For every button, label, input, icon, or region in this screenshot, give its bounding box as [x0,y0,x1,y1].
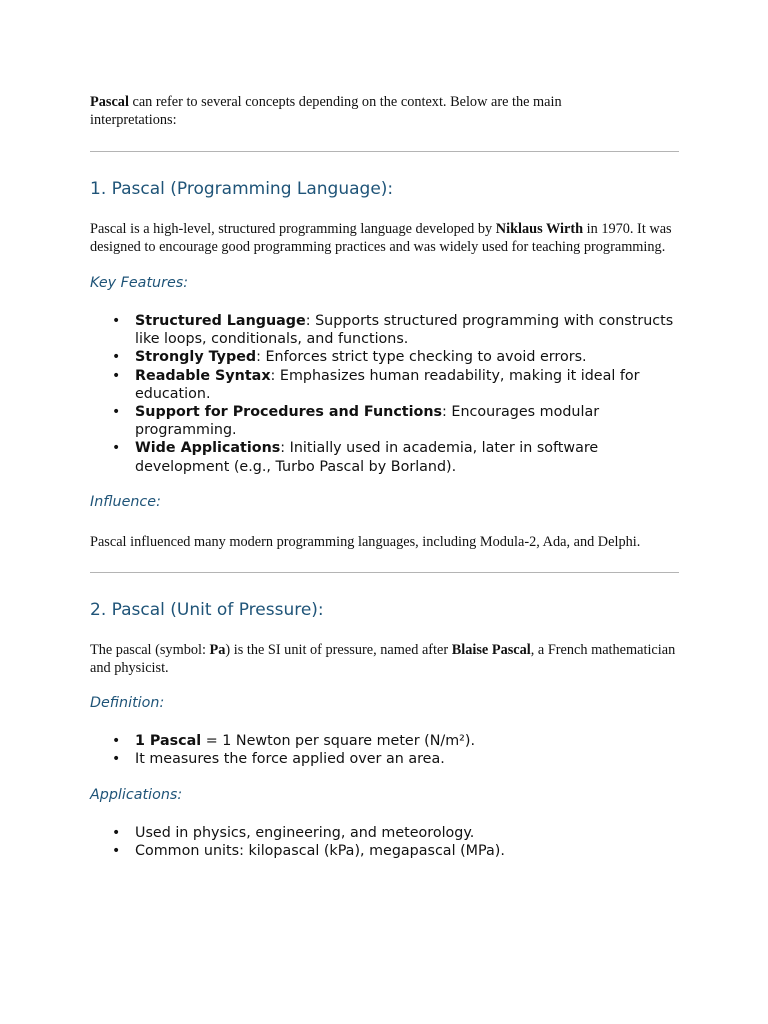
definition-text: It measures the force applied over an area. [135,751,445,768]
influence-paragraph: Pascal influenced many modern programming languages, including Modula-2, Ada, and Delphi. [90,533,641,550]
bullet-icon: • [112,843,121,860]
feature-text: : Initially used in academia, later in software development (e.g., Turbo Pascal by Borland). [135,440,599,475]
bullet-icon: • [112,404,121,421]
section1-para-pre: Pascal is a high-level, structured programming language developed by [90,221,496,237]
bullet-icon: • [112,751,121,768]
applications-list [90,824,679,860]
key-features-heading: Key Features: [90,275,189,291]
bullet-icon: • [112,349,121,366]
section2-para-mid: ) is the SI unit of pressure, named after [225,641,452,658]
feature-text: : Encourages modular programming. [135,404,600,439]
definition-heading: Definition: [90,694,165,711]
list-item [90,750,685,768]
feature-title: Structured Language [135,313,306,329]
list-item [90,824,685,842]
applications-heading: Applications: [90,787,183,804]
feature-title: Support for Procedures and Functions [135,404,443,421]
intro-paragraph [90,93,620,129]
list-item [90,732,685,750]
list-item [90,348,685,366]
application-text: Used in physics, engineering, and meteorology. [135,825,475,842]
section1-para-post: in 1970. It was designed to encourage good programming practices and was widely used for teaching programming. [90,221,672,255]
feature-text: : Enforces strict type checking to avoid errors. [256,349,587,366]
section2-para-post: , a French mathematician and physicist. [90,641,676,676]
section1-heading: 1. Pascal (Programming Language): [90,179,394,199]
document-page [90,93,679,861]
bullet-icon: • [112,313,121,329]
definition-term: 1 Pascal [135,732,202,749]
unit-symbol: Pa [209,641,226,658]
definition-text: = 1 Newton per square meter (N/m²). [201,732,476,749]
application-text: Common units: kilopascal (kPa), megapascal (MPa). [135,843,505,860]
list-item [90,439,685,475]
section2-para-pre: The pascal (symbol: [90,641,210,658]
section2-para-bold: Blaise Pascal [451,641,531,658]
feature-text: : Supports structured programming with constructs like loops, conditionals, and functions. [135,313,674,348]
bullet-icon: • [112,825,121,842]
section1-paragraph [90,220,679,256]
list-item [90,367,685,403]
section1-para-bold: Niklaus Wirth [495,221,584,237]
feature-title: Readable Syntax [135,367,271,384]
divider-1 [90,151,679,152]
list-item [90,312,685,348]
list-item [90,842,685,860]
section2-heading: 2. Pascal (Unit of Pressure): [90,599,324,620]
bullet-icon: • [112,732,121,749]
list-item [90,403,685,439]
intro-term: Pascal [90,94,129,110]
influence-heading: Influence: [90,493,161,510]
divider-2 [90,572,679,573]
feature-title: Wide Applications [135,440,281,457]
key-features-list [90,312,679,476]
definition-list [90,732,679,768]
feature-title: Strongly Typed [135,349,257,366]
section2-paragraph [90,641,679,677]
feature-text: : Emphasizes human readability, making it ideal for education. [135,367,640,402]
intro-text: can refer to several concepts depending on the context. Below are the main interpretations: [90,94,562,128]
bullet-icon: • [112,440,121,457]
bullet-icon: • [112,367,121,384]
